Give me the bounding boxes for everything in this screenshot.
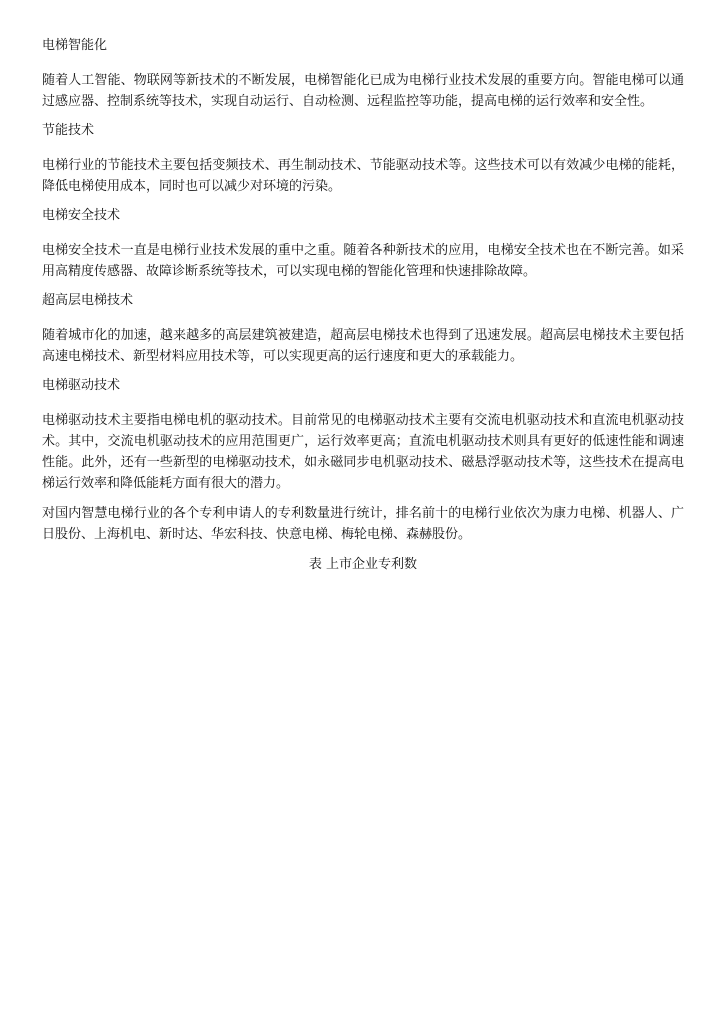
document-page	[42, 36, 684, 575]
section-body-elevator-drive: 电梯驱动技术主要指电梯电机的驱动技术。目前常见的电梯驱动技术主要有交流电机驱动技术和直流电机驱动技术。其中，交流电机驱动技术的应用范围更广，运行效率更高；直流电机驱动技术则具有更好的低速性能和调速性能。此外，还有一些新型的电梯驱动技术，如永磁同步电机驱动技术、磁悬浮驱动技术等，这些技术在提高电梯运行效率和降低能耗方面有很大的潜力。	[42, 413, 684, 491]
table-caption: 表 上市企业专利数	[308, 557, 418, 572]
section-body-elevator-intelligence: 随着人工智能、物联网等新技术的不断发展，电梯智能化已成为电梯行业技术发展的重要方向。智能电梯可以通过感应器、控制系统等技术，实现自动运行、自动检测、远程监控等功能，提高电梯的运行效率和安全性。	[42, 73, 684, 109]
section-heading-energy-saving: 节能技术	[42, 123, 95, 138]
section-heading-elevator-safety: 电梯安全技术	[42, 208, 121, 223]
section-heading-super-high-rise: 超高层电梯技术	[42, 293, 134, 308]
section-heading-elevator-intelligence: 电梯智能化	[42, 38, 108, 53]
section-body-super-high-rise: 随着城市化的加速，越来越多的高层建筑被建造，超高层电梯技术也得到了迅速发展。超高层电梯技术主要包括高速电梯技术、新型材料应用技术等，可以实现更高的运行速度和更大的承载能力。	[42, 328, 684, 364]
section-heading-elevator-drive: 电梯驱动技术	[42, 378, 121, 393]
section-body-elevator-safety: 电梯安全技术一直是电梯行业技术发展的重中之重。随着各种新技术的应用，电梯安全技术也在不断完善。如采用高精度传感器、故障诊断系统等技术，可以实现电梯的智能化管理和快速排除故障。	[42, 243, 684, 279]
section-body-energy-saving: 电梯行业的节能技术主要包括变频技术、再生制动技术、节能驱动技术等。这些技术可以有效减少电梯的能耗，降低电梯使用成本，同时也可以减少对环境的污染。	[42, 158, 684, 194]
patent-summary-paragraph: 对国内智慧电梯行业的各个专利申请人的专利数量进行统计，排名前十的电梯行业依次为康力电梯、机器人、广日股份、上海机电、新时达、华宏科技、快意电梯、梅轮电梯、森赫股份。	[42, 506, 684, 542]
